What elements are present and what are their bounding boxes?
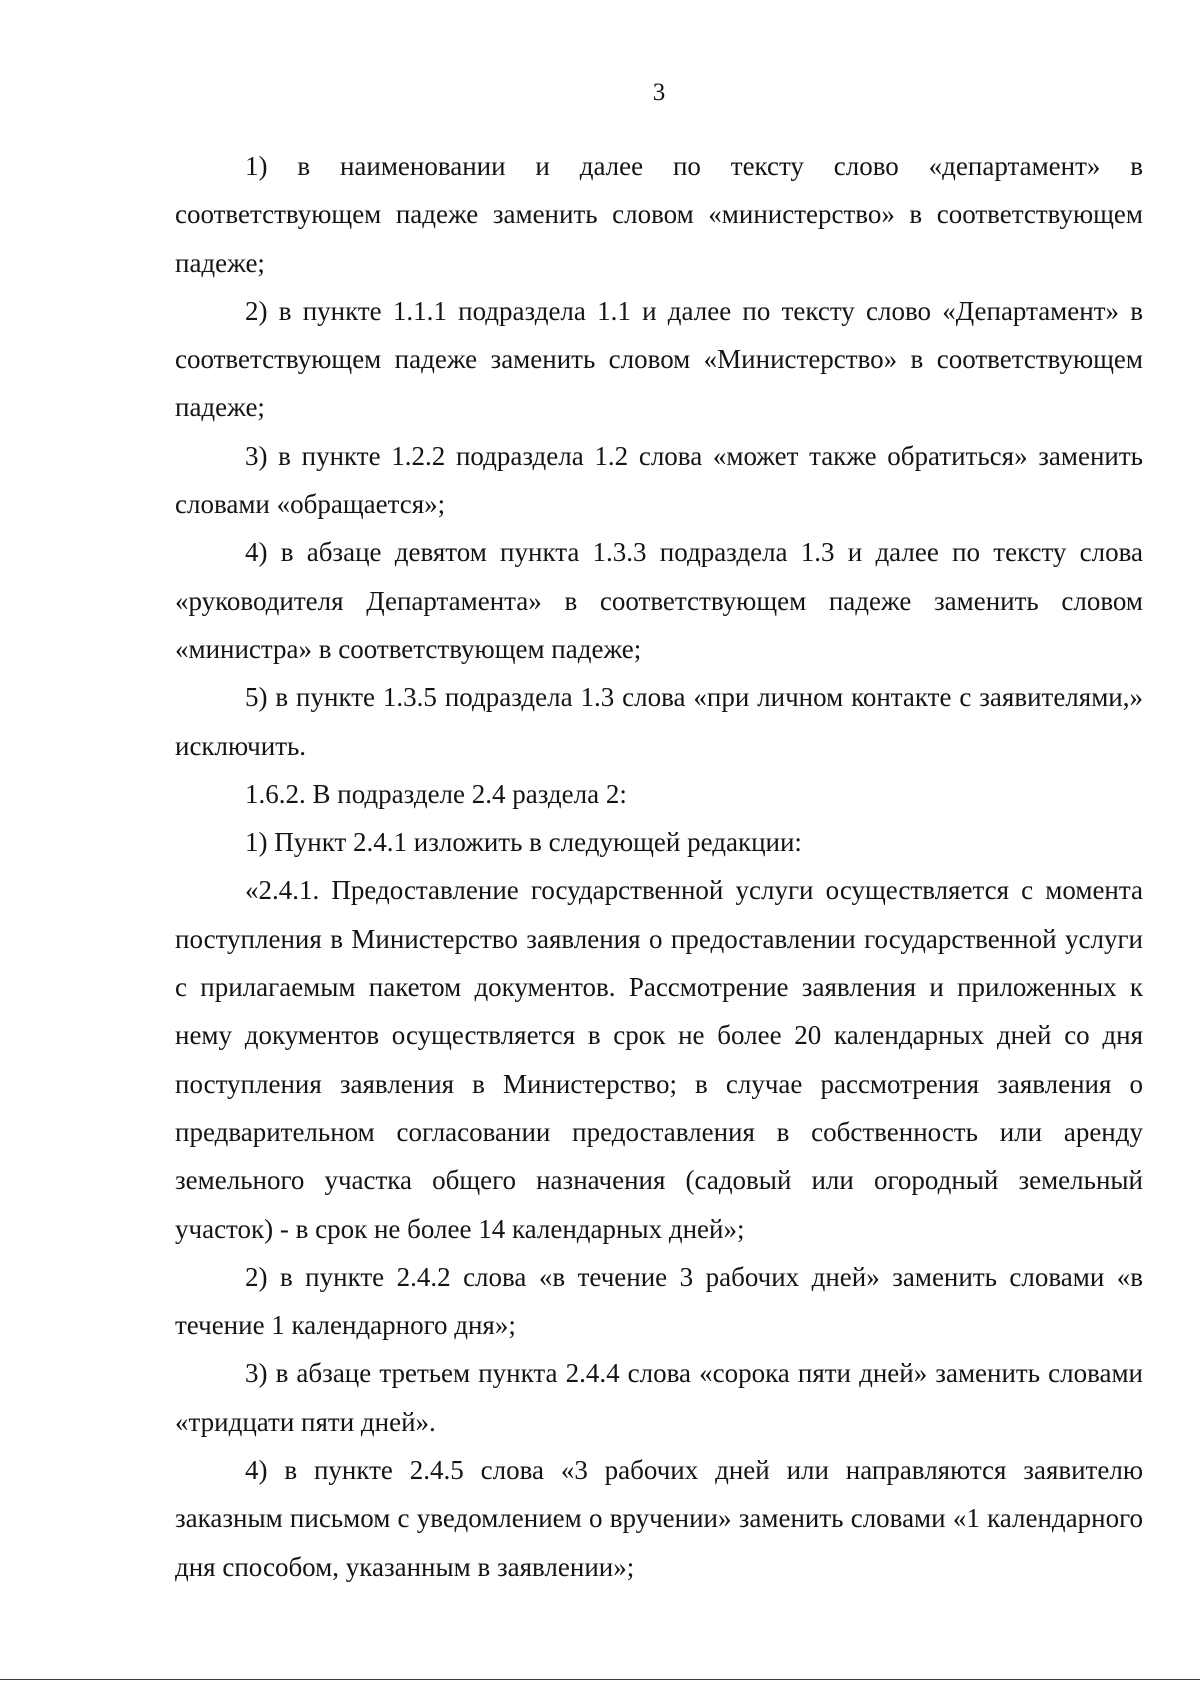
bottom-rule (0, 1679, 1200, 1680)
paragraph-10: 3) в абзаце третьем пункта 2.4.4 слова «сорока пяти дней» заменить словами «тридцати пяти дней». (175, 1358, 1143, 1437)
paragraph-9: 2) в пункте 2.4.2 слова «в течение 3 рабочих дней» заменить словами «в течение 1 календарного дня»; (175, 1261, 1143, 1341)
paragraph-5: 5) в пункте 1.3.5 подраздела 1.3 слова «при личном контакте с заявителями,» исключить. (175, 682, 1143, 761)
page-number: 3 (652, 79, 666, 106)
paragraph-3: 3) в пункте 1.2.2 подраздела 1.2 слова «может также обратиться» заменить словами «обращается»; (175, 440, 1143, 520)
paragraph-11: 4) в пункте 2.4.5 слова «3 рабочих дней или направляются заявителю заказным письмом с уведомлением о вручении» заменить словами «1 календарного дня способом, указанным в заявлении»; (175, 1455, 1143, 1582)
document-body (175, 142, 1143, 1591)
paragraph-6: 1.6.2. В подразделе 2.4 раздела 2: (245, 778, 627, 809)
paragraph-4: 4) в абзаце девятом пункта 1.3.3 подраздела 1.3 и далее по тексту слова «руководителя Департамента» в соответствующем падеже заменить словом «министра» в соответствующем падеже; (175, 537, 1143, 664)
paragraph-8: «2.4.1. Предоставление государственной услуги осуществляется с момента поступления в Министерство заявления о предоставлении государственной услуги с прилагаемым пакетом документов. Рассмотрение заявления и приложенных к нему документов осуществляется в срок не более 20 календарных дней со дня поступления заявления в Министерство; в случае рассмотрения заявления о предварительном согласовании предоставления в собственность или аренду земельного участка общего назначения (садовый или огородный земельный участок) - в срок не более 14 календарных дней»; (175, 875, 1143, 1244)
paragraph-2: 2) в пункте 1.1.1 подраздела 1.1 и далее по тексту слово «Департамент» в соответствующем падеже заменить словом «Министерство» в соответствующем падеже; (175, 295, 1143, 423)
paragraph-1: 1) в наименовании и далее по тексту слово «департамент» в соответствующем падеже заменить словом «министерство» в соответствующем падеже; (175, 151, 1143, 278)
paragraph-7: 1) Пункт 2.4.1 изложить в следующей редакции: (245, 827, 802, 858)
